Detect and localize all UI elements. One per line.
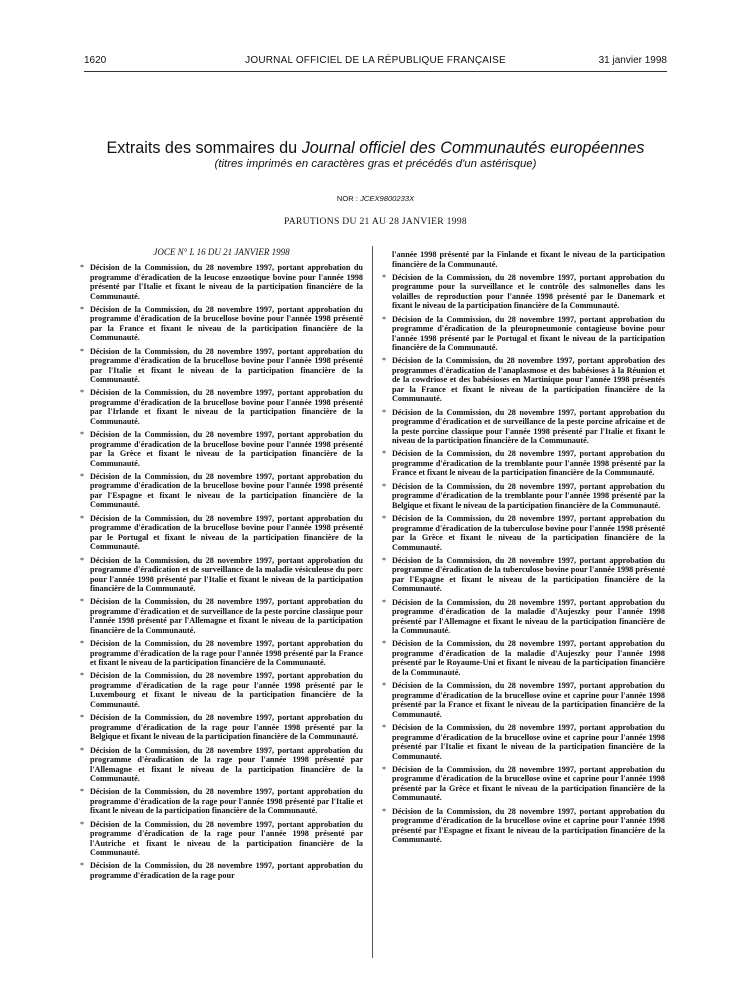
asterisk-marker: * [382, 272, 387, 282]
decision-entry [382, 315, 665, 353]
asterisk-marker: * [80, 787, 85, 797]
entry-title: Décision de la Commission, du 28 novembre 1997, portant approbation du programme d'éradication de la rage pour [90, 861, 363, 880]
title-journal-name: Journal officiel des Communautés européennes [301, 139, 645, 157]
entry-title: Décision de la Commission, du 28 novembre 1997, portant approbation du programme d'éradication de la rage pour l'année 1998 présenté par la Belgique et fixant le niveau de la participation financière de la Communauté. [90, 713, 363, 742]
decision-entry [80, 787, 363, 816]
decision-entry [382, 639, 665, 677]
decision-entry [80, 713, 363, 742]
entry-title: Décision de la Commission, du 28 novembre 1997, portant approbation du programme d'éradication de la tremblante pour l'année 1998 présenté par la France et fixant le niveau de la participation financière de la Communauté. [392, 449, 665, 478]
entry-title: Décision de la Commission, du 28 novembre 1997, portant approbation du programme d'éradication et de surveillance de la peste porcine africaine et de la peste porcine classique pour l'année 1998 présenté par l'Italie et fixant le niveau de la participation financière de la Communauté. [392, 407, 665, 446]
entry-title: Décision de la Commission, du 28 novembre 1997, portant approbation du programme d'éradication de la brucellose bovine pour l'année 1998 présenté par la France et fixant le niveau de la participation financière de la Communauté. [90, 304, 363, 343]
asterisk-marker: * [382, 764, 387, 774]
asterisk-marker: * [80, 430, 85, 440]
nor-code: JCEX9800233X [360, 194, 415, 203]
asterisk-marker: * [80, 304, 85, 314]
asterisk-marker: * [80, 263, 85, 272]
asterisk-marker: * [382, 449, 387, 459]
section-title: PARUTIONS DU 21 AU 28 JANVIER 1998 [283, 216, 468, 227]
entry-title: Décision de la Commission, du 28 novembre 1997, portant approbation du programme d'éradication de la maladie d'Aujeszky pour l'année 1998 présenté par le Royaume-Uni et fixant le niveau de la participation financière de la Communauté. [392, 639, 665, 677]
entry-title: Décision de la Commission, du 28 novembre 1997, portant approbation du programme d'éradication de la rage pour l'année 1998 présenté par le Luxembourg et fixant le niveau de la participation financière de la Communauté. [90, 671, 363, 709]
issue-date: 31 janvier 1998 [598, 55, 667, 66]
decision-entry [382, 681, 665, 719]
decision-entry [80, 430, 363, 468]
page-title [84, 139, 667, 157]
asterisk-marker: * [80, 346, 85, 356]
entry-title: Décision de la Commission, du 28 novembre 1997, portant approbation du programme d'éradication de la brucellose bovine pour l'année 1998 présenté par l'Espagne et fixant le niveau de la participation financière de la Communauté. [90, 471, 363, 510]
entry-title: Décision de la Commission, du 28 novembre 1997, portant approbation du programme d'éradication de la brucellose ovine et caprine pour l'année 1998 présenté par l'Espagne et fixant le niveau de la participation financière de la Communauté. [392, 806, 665, 845]
entry-title: Décision de la Commission, du 28 novembre 1997, portant approbation du programme d'éradication de la tuberculose bovine pour l'année 1998 présenté par la Grèce et fixant le niveau de la participation financière de la Communauté. [392, 514, 665, 552]
asterisk-marker: * [80, 861, 85, 871]
entry-title: Décision de la Commission, du 28 novembre 1997, portant approbation du programme d'éradication de la rage pour l'année 1998 présenté par la France et fixant le niveau de la participation financière de la Communauté. [90, 639, 363, 668]
asterisk-marker: * [80, 388, 85, 398]
asterisk-marker: * [382, 407, 387, 417]
decision-entry [80, 597, 363, 635]
asterisk-marker: * [80, 555, 85, 565]
decision-entry [382, 408, 665, 446]
asterisk-marker: * [80, 597, 85, 607]
decision-entry [80, 671, 363, 709]
decision-entry [382, 482, 665, 511]
nor-label: NOR : [336, 194, 358, 203]
title-lead: Extraits des sommaires du [106, 139, 302, 157]
asterisk-marker: * [382, 555, 387, 565]
journal-name: JOURNAL OFFICIEL DE LA RÉPUBLIQUE FRANÇAISE [245, 55, 506, 66]
entry-title: Décision de la Commission, du 28 novembre 1997, portant approbation du programme d'éradication de la brucellose bovine pour l'année 1998 présenté par le Portugal et fixant le niveau de la participation financière de la Communauté. [90, 513, 363, 552]
page-subtitle: (titres imprimés en caractères gras et précédés d'un astérisque) [214, 158, 537, 170]
decision-entry [382, 356, 665, 404]
decision-entry [382, 598, 665, 636]
entry-title: Décision de la Commission, du 28 novembre 1997, portant approbation du programme d'éradication et de surveillance de la maladie vésiculeuse du porc pour l'année 1998 présenté par l'Italie et fixant le niveau de la participation financière de la Communauté. [90, 555, 363, 594]
entry-title: Décision de la Commission, du 28 novembre 1997, portant approbation du programme d'éradication de la rage pour l'année 1998 présenté par l'Allemagne et fixant le niveau de la participation financière de la Communauté. [90, 745, 363, 784]
asterisk-marker: * [382, 723, 387, 733]
entry-title: Décision de la Commission, du 28 novembre 1997, portant approbation du programme d'éradication de la tuberculose bovine pour l'année 1998 présenté par l'Espagne et fixant le niveau de la participation financière de la Communauté. [392, 555, 665, 594]
asterisk-marker: * [382, 356, 387, 366]
entry-title: Décision de la Commission, du 28 novembre 1997, portant approbation du programme d'éradication et de surveillance de la peste porcine classique pour l'année 1998 présenté par l'Allemagne et fixant le niveau de la participation financière de la Communauté. [90, 597, 363, 635]
asterisk-marker: * [80, 513, 85, 523]
decision-entry [80, 388, 363, 426]
decision-entry [80, 861, 363, 880]
asterisk-marker: * [382, 806, 387, 816]
entry-title: Décision de la Commission, du 28 novembre 1997, portant approbation du programme d'éradication de la tremblante pour l'année 1998 présenté par la Belgique et fixant le niveau de la participation financière de la Communauté. [392, 481, 665, 510]
entry-title: Décision de la Commission, du 28 novembre 1997, portant approbation du programme d'éradication de la pleuropneumonie contagieuse bovine pour l'année 1998 présenté par le Portugal et fixant le niveau de la participation financière de la Communauté. [392, 314, 665, 353]
decision-entry [80, 556, 363, 594]
asterisk-marker: * [382, 597, 387, 607]
asterisk-marker: * [80, 745, 85, 755]
entry-title: Décision de la Commission, du 28 novembre 1997, portant approbation du programme d'éradication de la brucellose bovine pour l'année 1998 présenté par la Grèce et fixant le niveau de la participation financière de la Communauté. [90, 430, 363, 468]
entry-title: Décision de la Commission, du 28 novembre 1997, portant approbation du programme d'éradication de la leucose enzootique bovine pour l'année 1998 présenté par l'Italie et fixant le niveau de la participation financière de la Communauté. [90, 263, 363, 301]
decision-entry [80, 263, 363, 301]
asterisk-marker: * [80, 471, 85, 481]
entry-title: Décision de la Commission, du 28 novembre 1997, portant approbation du programme d'éradication de la brucellose ovine et caprine pour l'année 1998 présenté par la Grèce et fixant le niveau de la participation financière de la Communauté. [392, 764, 665, 803]
decision-entry [382, 449, 665, 478]
entry-title: Décision de la Commission, du 28 novembre 1997, portant approbation du programme d'éradication de la brucellose bovine pour l'année 1998 présenté par l'Irlande et fixant le niveau de la participation financière de la Communauté. [90, 388, 363, 426]
decision-entry [80, 472, 363, 510]
entry-continuation: l'année 1998 présenté par la Finlande et fixant le niveau de la participation financière de la Communauté. [392, 250, 665, 269]
decision-entry [382, 807, 665, 845]
asterisk-marker: * [382, 639, 387, 649]
decision-entry [382, 723, 665, 761]
decision-entry [80, 305, 363, 343]
asterisk-marker: * [382, 481, 387, 491]
entry-title: Décision de la Commission, du 28 novembre 1997, portant approbation du programme d'éradication de la maladie d'Aujeszky pour l'année 1998 présenté par l'Allemagne et fixant le niveau de la participation financière de la Communauté. [392, 597, 665, 636]
entry-title: Décision de la Commission, du 28 novembre 1997, portant approbation des programmes d'éradication de l'anaplasmose et des babésioses à la Réunion et de la cowdriose et des babésioses en Martinique pour l'année 1998 présentés par la France et fixant le niveau de la participation financière de la Communauté. [392, 356, 665, 404]
asterisk-marker: * [80, 639, 85, 649]
decision-entry [382, 556, 665, 594]
entry-title: Décision de la Commission, du 28 novembre 1997, portant approbation du programme d'éradication de la brucellose ovine et caprine pour l'année 1998 présenté par la France et fixant le niveau de la participation financière de la Communauté. [392, 681, 665, 719]
asterisk-marker: * [80, 671, 85, 681]
nor-reference [84, 194, 667, 203]
decision-entry [382, 514, 665, 552]
decision-entry [80, 514, 363, 552]
decision-entry [80, 820, 363, 858]
decision-entry [80, 347, 363, 385]
asterisk-marker: * [382, 314, 387, 324]
decision-entry [80, 746, 363, 784]
entry-title: Décision de la Commission, du 28 novembre 1997, portant approbation du programme pour la surveillance et le contrôle des salmonelles dans les volailles de reproduction pour l'année 1998 présenté par le Danemark et fixant le niveau de la participation financière de la Communauté. [392, 272, 665, 311]
running-head [84, 55, 667, 72]
entry-title: Décision de la Commission, du 28 novembre 1997, portant approbation du programme d'éradication de la brucellose ovine et caprine pour l'année 1998 présenté par l'Italie et fixant le niveau de la participation financière de la Communauté. [392, 723, 665, 761]
entry-title: Décision de la Commission, du 28 novembre 1997, portant approbation du programme d'éradication de la brucellose bovine pour l'année 1998 présenté par l'Italie et fixant le niveau de la participation financière de la Communauté. [90, 346, 363, 385]
left-column [80, 247, 363, 884]
asterisk-marker: * [382, 681, 387, 691]
entry-title: Décision de la Commission, du 28 novembre 1997, portant approbation du programme d'éradication de la rage pour l'année 1998 présenté par l'Autriche et fixant le niveau de la participation financière de la Communauté. [90, 819, 363, 858]
asterisk-marker: * [80, 819, 85, 829]
right-column [382, 250, 665, 848]
oj-issue-reference: JOCE N° L 16 DU 21 JANVIER 1998 [153, 247, 290, 257]
decision-entry [80, 639, 363, 668]
asterisk-marker: * [382, 514, 387, 524]
page-number: 1620 [84, 55, 107, 66]
decision-entry [382, 273, 665, 311]
column-divider [372, 246, 373, 958]
entry-title: Décision de la Commission, du 28 novembre 1997, portant approbation du programme d'éradication de la rage pour l'année 1998 présenté par l'Italie et fixant le niveau de la participation financière de la Communauté. [90, 787, 363, 816]
decision-entry [382, 765, 665, 803]
asterisk-marker: * [80, 713, 85, 723]
